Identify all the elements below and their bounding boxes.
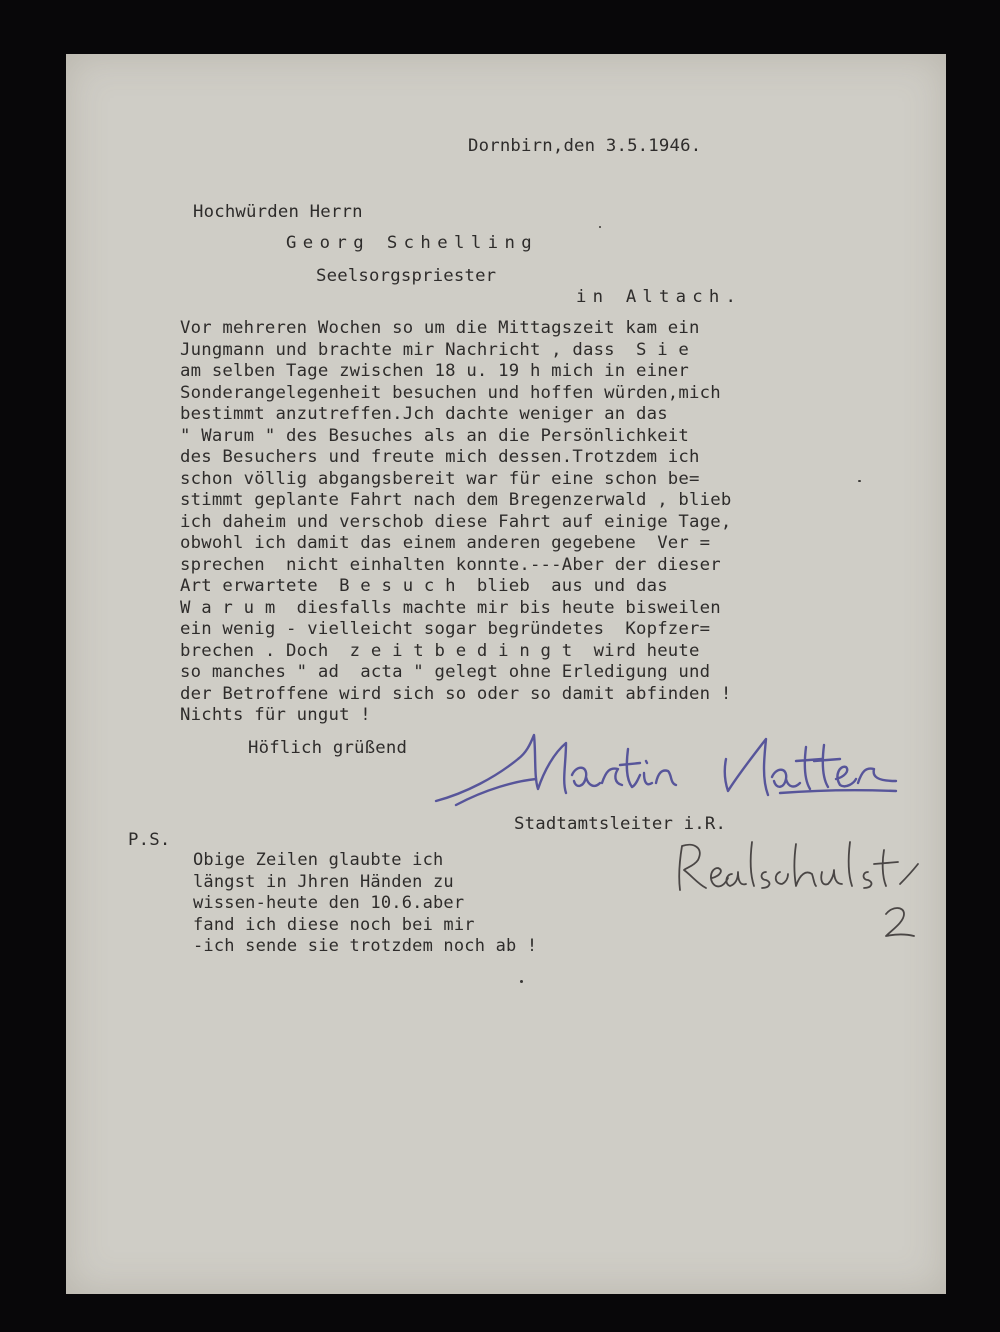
body-line: Sonderangelegenheit besuchen und hoffen würden,mich: [180, 383, 721, 403]
postscript-label: P.S.: [128, 830, 171, 850]
body-line: bestimmt anzutreffen.Jch dachte weniger an das: [180, 404, 668, 424]
body-line: Nichts für ungut !: [180, 705, 371, 725]
address-place: in Altach.: [576, 287, 743, 307]
body-line: stimmt geplante Fahrt nach dem Bregenzerwald , blieb: [180, 490, 732, 510]
letter-page: [66, 54, 946, 1294]
handwritten-signature: [426, 719, 906, 819]
body-line: Vor mehreren Wochen so um die Mittagszeit kam ein: [180, 318, 700, 338]
postscript-line: längst in Jhren Händen zu: [193, 872, 454, 892]
body-line: obwohl ich damit das einem anderen gegebene Ver =: [180, 533, 711, 553]
body-line: so manches " ad acta " gelegt ohne Erledigung und: [180, 662, 711, 682]
body-line: W a r u m diesfalls machte mir bis heute bisweilen: [180, 598, 721, 618]
pencil-annotation: [666, 834, 926, 944]
body-line: brechen . Doch z e i t b e d i n g t wird heute: [180, 641, 700, 661]
postscript-line: fand ich diese noch bei mir: [193, 915, 475, 935]
paper-speck: [520, 980, 523, 983]
body-line: Jungmann und brachte mir Nachricht , dass S i e: [180, 340, 690, 360]
body-line: " Warum " des Besuches als an die Persönlichkeit: [180, 426, 690, 446]
body-line: Art erwartete B e s u c h blieb aus und das: [180, 576, 668, 596]
paper-speck: [599, 226, 601, 228]
postscript-line: -ich sende sie trotzdem noch ab !: [193, 936, 538, 956]
body-line: schon völlig abgangsbereit war für eine schon be=: [180, 469, 700, 489]
postscript-line: Obige Zeilen glaubte ich: [193, 850, 444, 870]
body-line: des Besuchers und freute mich dessen.Trotzdem ich: [180, 447, 700, 467]
sender-title: Stadtamtsleiter i.R.: [514, 814, 727, 834]
paper-speck: [858, 480, 861, 482]
body-line: ein wenig - vielleicht sogar begründetes Kopfzer=: [180, 619, 711, 639]
body-line: ich daheim und verschob diese Fahrt auf einige Tage,: [180, 512, 732, 532]
date-line: Dornbirn,den 3.5.1946.: [468, 136, 702, 156]
address-title: Seelsorgspriester: [316, 266, 497, 286]
address-salutation: Hochwürden Herrn: [193, 202, 363, 222]
body-line: der Betroffene wird sich so oder so damit abfinden !: [180, 684, 732, 704]
body-line: am selben Tage zwischen 18 u. 19 h mich in einer: [180, 361, 690, 381]
closing-line: Höflich grüßend: [248, 738, 408, 758]
postscript-line: wissen-heute den 10.6.aber: [193, 893, 465, 913]
body-line: sprechen nicht einhalten konnte.---Aber der dieser: [180, 555, 721, 575]
address-name: Georg Schelling: [286, 233, 539, 253]
